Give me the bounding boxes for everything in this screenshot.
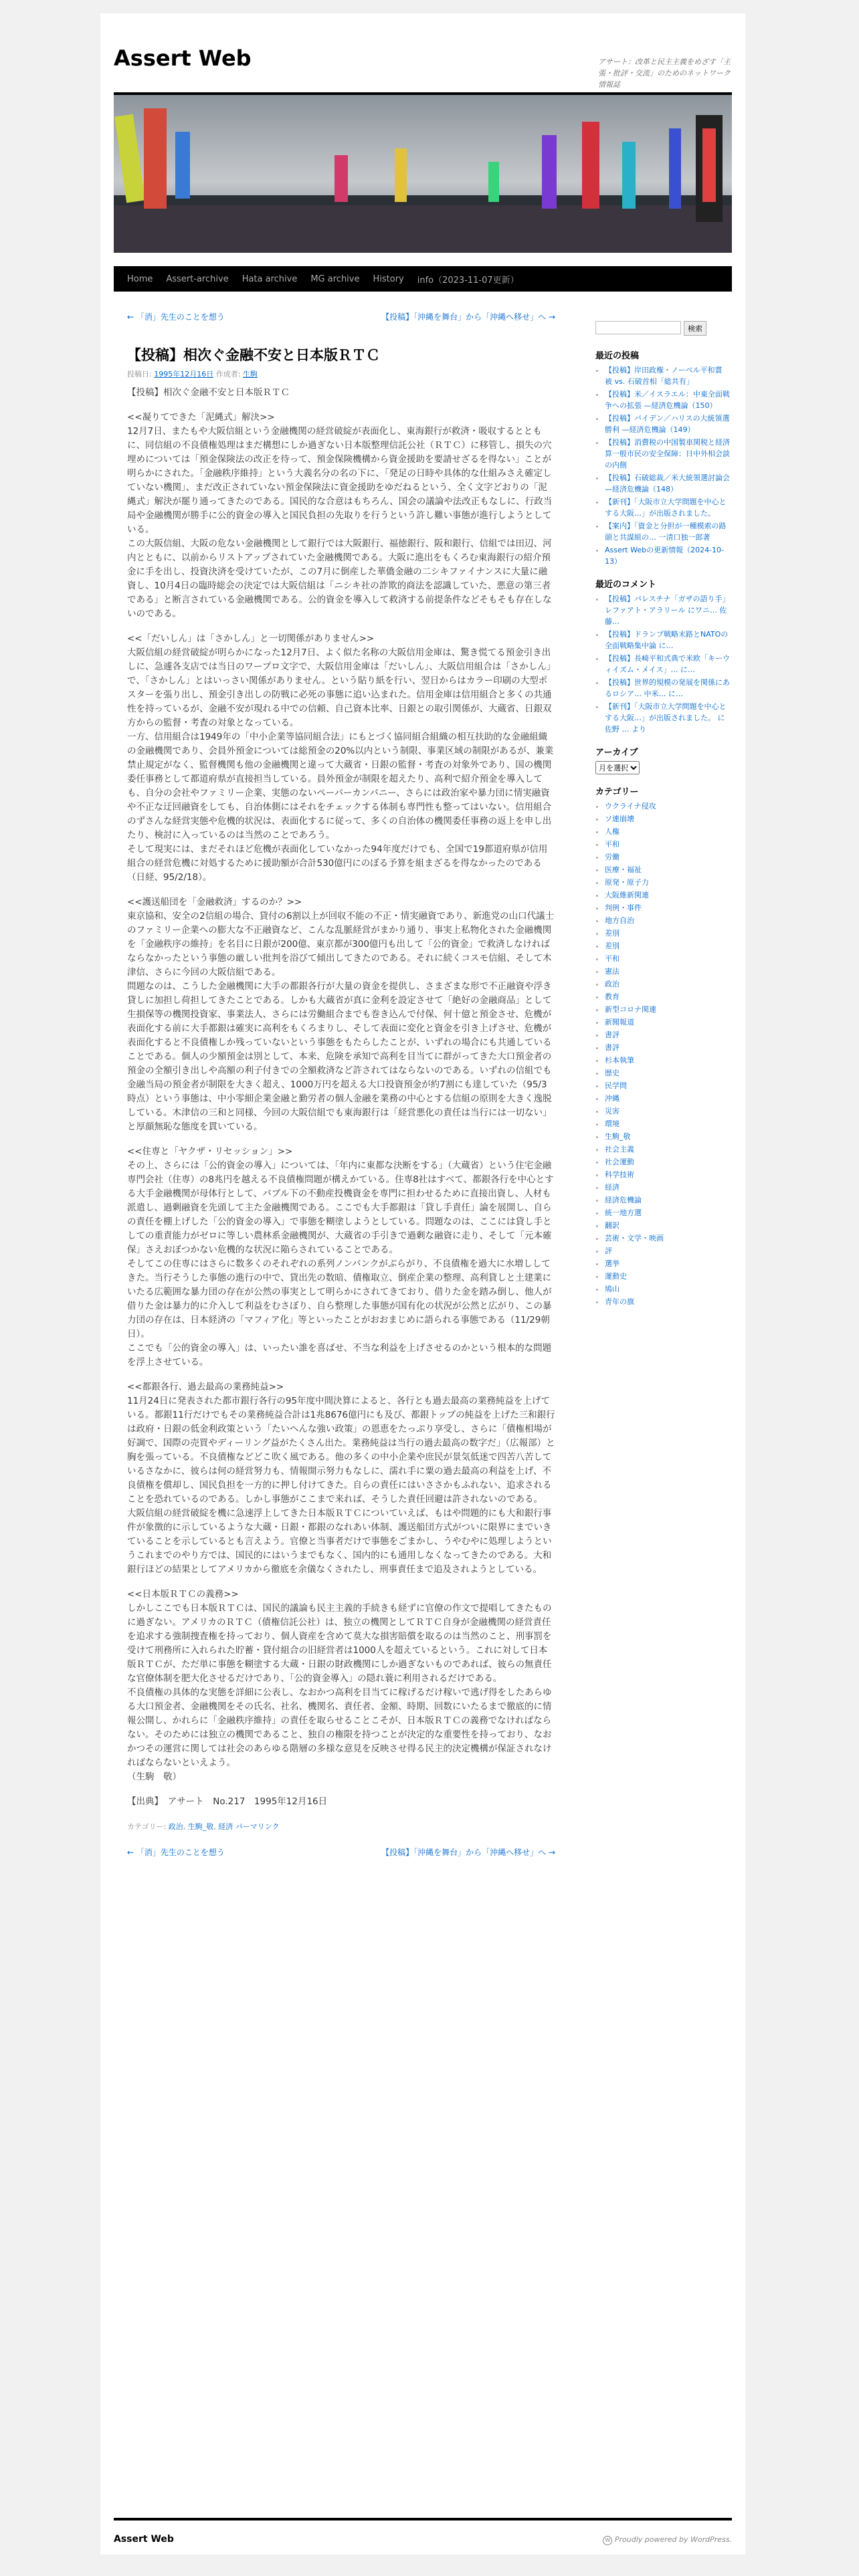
prev-post-link[interactable]: ← 「消」先生のことを想う (127, 312, 225, 322)
category-link[interactable]: 沖縄 (605, 1094, 619, 1103)
categories-list (595, 800, 732, 1307)
category-link[interactable]: 政治 (605, 980, 619, 988)
category-item[interactable] (605, 1182, 732, 1193)
category-link[interactable]: 運動史 (605, 1272, 627, 1281)
category-item[interactable] (605, 1080, 732, 1091)
meta-label: 投稿日: (127, 370, 152, 379)
category-item[interactable] (605, 1042, 732, 1053)
category-item[interactable] (605, 978, 732, 990)
next-post-link[interactable]: 【投稿】「沖縄を舞台」から「沖縄へ移せ」へ → (381, 312, 555, 322)
category-link[interactable]: 災害 (605, 1107, 619, 1115)
category-item[interactable] (605, 966, 732, 977)
category-item[interactable] (605, 1118, 732, 1130)
category-link[interactable]: 民学問 (605, 1081, 627, 1090)
category-item[interactable] (605, 1004, 732, 1015)
category-link[interactable]: 地方自治 (605, 916, 634, 925)
post-meta (127, 368, 258, 379)
category-item[interactable] (605, 1283, 732, 1295)
category-item[interactable] (605, 1194, 732, 1206)
recent-post-link[interactable]: 【新刊】「大阪市立大学問題を中心とする大阪…」が出版されました。 (605, 498, 727, 518)
category-link[interactable]: 芸術・文学・映画 (605, 1234, 664, 1243)
category-link[interactable]: 経済危機論 (605, 1196, 642, 1204)
recent-comment-link[interactable]: 【投稿】パレスチナ「ガザの語り手」レファアト・アラリール にワニ… 佐藤… (605, 595, 730, 626)
category-item[interactable] (605, 1131, 732, 1142)
category-item[interactable] (605, 1016, 732, 1028)
nav-history[interactable]: History (373, 274, 404, 284)
nav-info[interactable]: info（2023-11-07更新） (417, 275, 519, 286)
category-link[interactable]: 選挙 (605, 1259, 619, 1268)
recent-comments-heading: 最近のコメント (595, 580, 657, 590)
paragraph: <<凝りてできた「泥縄式」解決>> 12月7日、またもや大阪信組という金融機関の経営破綻が表面化し、東海銀行が救済・吸収するとともに、同信組の不良債権処理はまだ構想にしか過ぎない日本版整理信託公社（ＲＴＣ）に移管し、損失の穴埋めについては「預金保険法の改正を待って、預金保険機構から資金援助を要請せざるを得ない」ことが明らかにされた。「金融秩序維持」という大義名分の名の下に、「発足の日時や具体的な仕組みさえ確定していない機関」、まだ改正されていない預金保険法に資金援助をゆだねるという、全く文字どおりの「泥縄式」解決が罷り通ってきたのである。国民的な合意はもちろん、国会の議論や法改正もなしに、行政当局や金融機関が勝手に公的資金の導入と国民負担の先取りを行うという許し難い事態が進行しようとしている。 この大阪信組、大阪の危ない金融機関として銀行では大阪銀行、福徳銀行、阪和銀行、信組では田辺、河内とともに、以前からリストアップされていた金融機関である。大阪に進出をもくろむ東海銀行の紹介預金に手を出し、投資決済を受けていたが、この7月に倒産した華僑金融の二シキファイナンスに大量に融資し、10月4日の臨時総会の決定では大阪信組は「ニシキ社の詐欺的商法を認識していた、悪意の第三者である」と断言されている金融機関である。公的資金を導入して救済する前提条件などそもそも存在しないのである。 (127, 412, 553, 619)
search-form (595, 321, 732, 336)
category-link[interactable]: 労働 (605, 853, 619, 861)
recent-post-item[interactable] (605, 472, 732, 495)
post-author-link[interactable]: 生駒 (242, 370, 258, 379)
category-link[interactable]: 判例・事件 (605, 903, 642, 912)
recent-post-item[interactable] (605, 544, 732, 567)
post-body (127, 386, 555, 1866)
nav-hata-archive[interactable]: Hata archive (242, 274, 298, 284)
category-link[interactable]: 統一地方選 (605, 1208, 642, 1217)
recent-posts-heading: 最近の投稿 (595, 351, 640, 361)
footer-powered-by[interactable] (603, 2535, 732, 2545)
category-item[interactable] (605, 1055, 732, 1066)
footer (114, 2518, 732, 2551)
paragraph: <<住専と「ヤクザ・リセッション」>> その上、さらには「公的資金の導入」については、「年内に東都な決断をする」（大蔵省）という住宅金融専門会社（住専）の8兆円を越える不良債権問題が構えかている。住専8社はすべて、都銀各行を中心とする大手金融機関が母体行として、バブル下の不動産投機資金を専門に担わせるために直接出資し、人材も派遣し、過剰融資を先頭して主た金融機関である。ここでも大手都銀は「貸し手責任」論を展開し、自らの責任を棚上げした「公的資金の導入」で事態を糊塗しようとしている。問題なのは、ここには貸し手としての重責能力がゼロに等しい農林系金融機関が、大蔵省の手引きで過剰な融資に走り、そして「元本確保」さえおぼつかない危機的な状況に陥らされていることである。 そしてこの住専にはさらに数多くのそれぞれの系列ノンバンクがぶらがり、不良債権を過大に水増ししてきた。当行そうした事態の進行の中で、貸出先の数暗、債権取立、倒産企業の整理、高利貸しと土建業にいたる広範囲な暴力団の存在が公然の事実として明らかにされてきており、借りた金を踏み倒し、他人が借りた金は暴力的に介入して利益をむさぼり、自ら整理した事態が国有化の状況が公然と広がり、この暴力団の存在は、日本経済の「マフィア化」等といったことがおおまじめに語られる事態である（11/29朝日）。 ここでも「公的資金の導入」は、いったい誰を喜ばせ、不当な利益を上げさせるのかという根本的な問題を浮上させている。 (127, 1146, 554, 1368)
main-nav (114, 266, 732, 292)
category-item[interactable] (605, 1258, 732, 1269)
recent-comment-link[interactable]: 【投稿】長崎平和式典で米欧「キーウィイズム・メイス」… に… (605, 654, 730, 674)
category-link[interactable]: 社会運動 (605, 1158, 634, 1166)
category-item[interactable] (605, 928, 732, 939)
category-item[interactable] (605, 1296, 732, 1307)
category-link[interactable]: 社会主義 (605, 1145, 634, 1154)
source-line: 【出典】 アサート No.217 1995年12月16日 (127, 1796, 328, 1807)
category-link[interactable]: 政治 (168, 1822, 183, 1831)
nav-assert-archive[interactable]: Assert-archive (166, 274, 229, 284)
category-label: カテゴリー: (127, 1822, 167, 1831)
recent-post-link[interactable]: Assert Webの更新情報（2024-10-13） (605, 546, 724, 566)
recent-post-item[interactable] (605, 389, 732, 411)
paragraph: <<「だいしん」は「さかしん」と一切関係がありません>> 大阪信組の経営破綻が明らかになった12月7日、よく似た名称の大阪信用金庫は、驚き慌てる預金引き出しに、急遽各支店では当日のワープロ文字で、大阪信用金庫は「だいしん」、大阪信用組合は「さかしん」で、「さかしん」とはいっさい関係がありません。という貼り紙を行い、翌日からはカラー印刷の大型ポスターを張り出し、預金引き出しの防戦に必死の事態に追い込まれた。信用金庫は信用組合と多くの共通性を持っているが、金融不安が現れる中での信頼、自己資本比率、日銀との取引関係が、大蔵省、日銀双方からの監督・考査の対象となっている。 一方、信用組合は1949年の「中小企業等協同組合法」にもとづく協同組合組織の相互扶助的な金融組織の金融機関であり、会員外預金については総預金の20%以内という制限、事業区域の制限があるが、兼業禁止規定がなく、監督機関も他の金融機関と違って大蔵省・日銀の監督・考査の対象外であり、国の機関委任事務として都道府県が直接担当している。員外預金が制限を超えたり、高利で紹介預金を導入しても、自分の会社やファミリー企業、実態のないペーパーカンパニー、さらには政治家や暴力団に情実融資や不正な迂回融資をしても、自治体側にはそれをチェックする体制も専門性も整ってはいない。信用組合のずさんな経営実態や危機的状況は、表面化するに従って、多くの自治体の機関委任事務の返上を申し出たり、検討に入っているのは当然のことであろう。 そして現実には、まだそれほど危機が表面化していなかった94年度だけでも、全国で19都道府県が信用組合の経営危機に対処するために援助額が合計530億円にのぼる予算を組まざるを得なかったのである（日経、95/2/18）。 (127, 633, 554, 883)
category-link[interactable]: ウクライナ侵攻 (605, 802, 656, 811)
category-link[interactable]: 書評 (605, 1031, 619, 1039)
wordpress-icon: W (603, 2536, 612, 2545)
recent-post-item[interactable] (605, 496, 732, 519)
category-link[interactable]: 平和 (605, 840, 619, 849)
category-link[interactable]: 生駒_敬 (187, 1822, 214, 1831)
permalink[interactable]: パーマリンク (235, 1822, 280, 1831)
recent-post-item[interactable] (605, 413, 732, 435)
recent-post-item[interactable] (605, 520, 732, 543)
category-item[interactable] (605, 915, 732, 926)
category-item[interactable] (605, 864, 732, 875)
category-link[interactable]: 経済 (605, 1183, 619, 1192)
category-item[interactable] (605, 1105, 732, 1117)
category-link[interactable]: 科学技術 (605, 1170, 634, 1179)
category-link[interactable]: 翻訳 (605, 1221, 619, 1230)
sidebar (595, 321, 732, 1309)
category-link[interactable]: 評 (605, 1247, 612, 1255)
category-link[interactable]: 青年の旗 (605, 1297, 634, 1306)
site-title[interactable]: Assert Web (114, 45, 252, 71)
recent-post-link[interactable]: 【投稿】石破総裁／米大統領選討論会 —経済危機論（148） (605, 473, 730, 494)
page-wrapper (100, 13, 745, 2555)
search-input[interactable] (595, 321, 681, 334)
recent-post-link[interactable]: 【投稿】岸田政権・ノーベル平和賞 被 vs. 石破首相「総共有」 (605, 366, 723, 386)
recent-post-link[interactable]: 【投稿】消費税の中国製車関税と経済算一般市民の安全保障：日中外相会談の内側 (605, 438, 730, 469)
site-description: アサート：改革と民主主義をめざす「主張・批評・交流」のためのネットワーク情報誌 (598, 58, 731, 89)
archives-select[interactable] (595, 761, 640, 774)
recent-post-link[interactable]: 【投稿】バイデン／ハリスの大統領選勝利 —経済危機論（149） (605, 414, 730, 434)
powered-by-text: Proudly powered by WordPress. (614, 2535, 732, 2544)
category-link[interactable]: 憲法 (605, 967, 619, 976)
category-link[interactable]: 差別 (605, 942, 619, 950)
recent-comments-list (595, 593, 732, 735)
category-item[interactable] (605, 940, 732, 952)
recent-post-link[interactable]: 【投稿】米／イスラエル：中東全面戦争への拡張 —経済危機論（150） (605, 390, 730, 410)
recent-comment-link[interactable]: 【新刊】「大阪市立大学問題を中心とする大阪…」が出版されました。 に 佐野 … より (605, 702, 727, 734)
category-link[interactable]: 教育 (605, 992, 619, 1001)
category-item[interactable] (605, 1169, 732, 1180)
header (114, 27, 732, 94)
categories-heading: カテゴリー (595, 787, 639, 797)
recent-posts-list (595, 364, 732, 567)
category-link[interactable]: 歴史 (605, 1069, 619, 1077)
paragraph: <<日本版ＲＴＣの義務>> しかしここでも日本版ＲＴＣは、国民的議論も民主主義的手続きも経ずに官僚の作文で提唱してきたものに過ぎない。アメリカのＲＴＣ（債権信託公社）は、独立の機関としてＲＴＣ自身が金融機関の経営責任を追求する強制捜査権を持っており、個人資産を含めて莫大な損害賠償を取るのは当然のこと、刑事罰を受けて刑務所に入れられた貯蓄・貸付組合の旧経営者は1000人を超えているという。これに対して日本版ＲＴＣが、ただ単に事態を糊塗する大蔵・日銀の財政機関にしか過ぎないものであれば、彼らの無責任な官僚体制を肥大化させるだけであり、「公的資金導入」の隠れ蓑に利用されるだけである。 不良債権の具体的な実態を詳細に公表し、なおかつ高利を目当てに稼げるだけ稼いで逃げ得をしたあらゆる大口預金者、金融機関をその氏名、社名、機関名、責任者、金額、時期、回数にいたるまで徹底的に情報公開し、かれらに「金融秩序維持」の責任を取らせることこそが、日本版ＲＴＣの義務でなければならない。そのためには独立の機関であること、独自の権限を持つことが決定的な重要性を持っており、なおかつその運営に関しては社会のあらゆる階層の多様な意見を反映させ得る民主的決定機構が保証されなければならないといえよう。 （生駒 敬） (127, 1589, 552, 1782)
category-item[interactable] (605, 1271, 732, 1282)
paragraph: 【投稿】相次ぐ金融不安と日本版ＲＴＣ (127, 387, 290, 398)
recent-post-item[interactable] (605, 437, 732, 471)
prev-post-link-bottom[interactable]: ← 「消」先生のことを想う (127, 1848, 225, 1857)
category-item[interactable] (605, 1232, 732, 1244)
category-link[interactable]: 書評 (605, 1043, 619, 1052)
category-item[interactable] (605, 953, 732, 964)
nav-mg-archive[interactable]: MG archive (310, 274, 360, 284)
category-link[interactable]: 原発・原子力 (605, 878, 649, 887)
category-link[interactable]: 鳩山 (605, 1285, 619, 1293)
recent-post-link[interactable]: 【案内】「資金と分担が一種模索の路頭と共謀組の… 一清口独一郎著 (605, 522, 727, 542)
paragraph: <<護送船団を「金融救済」するのか？>> 東京協和、安全の2信組の場合、貸付の6割以上が回収不能の不正・情実融資であり、新進党の山口代議士のファミリー企業への膨大な不正融資など、こんな乱脈経営がまかり通り、事実上私物化された金融機関を「金融秩序の維持」を名目に日銀が200億、東京都が300億円も出して「公的資金」で救済しなければならなかったという事態の厳しい批判を浴びて傾出してきたのである。それに続くコスモ信組、そして木津信、さらに今回の大阪信組である。 問題なのは、こうした金融機関に大手の都銀各行が大量の資金を提供し、さまざまな形で不正融資や浮き貸しに加担し荷担してきたことである。しかも大蔵省が真に金利を設定させて「絶好の金融商品」として生損保等の機関投資家、事業法人、さらには労働組合までも巻き込んで付保、何十億と預金させ、危機が表面化する前に大手都銀は確実に高利をもくろまりし、そして表面に変化と資金を引き上げさせ、危機が表面化すると不良債権しか残っていないという事態をもたらしたことが、いずれの場合にも共通していることである。個人の少額預金は別として、本来、危険を承知で高利を目当てに群がってきた大口預金者の預金の全額引き出しや高額の利子付きでの全額救済など許されてはならないのである。いずれの信組でも金融当局の預金者が制限を大きく超え、1000万円を超える大口投資預金が約7割にも達していた（95/3時点）という事態は、中小零細企業金融と勤労者の個人金融を業務の中心とする信組の原則を大きく逸脱している。木津信の三和と同様、今回の大阪信組でも東海銀行は「経営悪化の責任は当行には一切ない」と厚顔無恥な態度を貫いている。 (127, 897, 555, 1132)
category-item[interactable] (605, 991, 732, 1002)
category-item[interactable] (605, 813, 732, 825)
next-post-link-bottom[interactable]: 【投稿】「沖縄を舞台」から「沖縄へ移せ」へ → (381, 1848, 555, 1857)
nav-home[interactable]: Home (127, 274, 153, 284)
search-button[interactable]: 検索 (684, 321, 706, 336)
category-link[interactable]: 杉本執筆 (605, 1056, 634, 1065)
recent-comment-item[interactable] (605, 677, 732, 700)
header-banner-image (114, 92, 732, 253)
recent-post-item[interactable] (605, 364, 732, 387)
archives-heading: アーカイブ (595, 748, 638, 758)
post-utility: カテゴリー: 政治, 生駒_敬, 経済 パーマリンク (127, 1822, 280, 1831)
recent-comment-link[interactable]: 【投稿】世界的規模の発展を関係にあるロシア… 中米… に… (605, 678, 730, 698)
category-item[interactable] (605, 1207, 732, 1218)
category-link[interactable]: 新聞報道 (605, 1018, 634, 1027)
meta-author-label: 作成者: (215, 370, 241, 379)
recent-comment-item[interactable] (605, 653, 732, 675)
category-item[interactable] (605, 851, 732, 863)
category-link[interactable]: 経済 (218, 1822, 233, 1831)
category-link[interactable]: 差別 (605, 929, 619, 938)
post-date-link[interactable]: 1995年12月16日 (154, 370, 214, 379)
category-item[interactable] (605, 839, 732, 850)
category-link[interactable]: 人権 (605, 827, 619, 836)
category-link[interactable]: 平和 (605, 954, 619, 963)
category-item[interactable] (605, 1144, 732, 1155)
protest-photo (114, 95, 732, 253)
paragraph: <<都銀各行、過去最高の業務純益>> 11月24日に発表された都市銀行各行の95年度中間決算によると、各行とも過去最高の業務純益を上げている。都銀11行だけでもその業務純益合計は1兆8676億円にも及び、都銀トップの純益を上げた三和銀行は政府・日銀の低金利政策という「たいへんな強い政策」の恩恵をたっぷり享受し、さらに「債権相場が好調で、国際の売買やディーリング益がたくさん出た。業務純益は当行の過去最高の数字だ」（広報部）と胸を張っている。不良債権などどこ吹く風である。他の多くの中小企業や庶民が景気低迷で四苦八苦しているさなかに、彼らは何の経営努力も、情報開示努力もなしに、濡れ手に粟の過去最高の利益を上げ、不良債権を償却し、国民負担を一方的に押し付けてきた。自らの責任にはいささかもふれない、追求されることを恐れているのである。しかし事態がここまで来れば、そうした責任回避は許されないのである。 大阪信組の経営破綻を機に急速浮上してきた日本版ＲＴＣについていえば、もはや問題的にも大和銀行事件が象徴的に示しているような大蔵・日銀・都銀のなれあい体制、護送船団方式がついに限界にまでいきていることを示しているとも言えよう。官僚と当事者だけで事態をごまかし、うやむやに処理しようというこれまでのやり方では、国民的にはいうまでもなく、国内的にも通用しなくなってきたのである。大和銀行ほどの結果としてアメリカから徹底を余儀なくされたし、刑事責任まで追及されようとしている。 (127, 1382, 555, 1575)
category-item[interactable] (605, 1245, 732, 1257)
category-item[interactable] (605, 1029, 732, 1041)
category-item[interactable] (605, 826, 732, 837)
recent-comment-link[interactable]: 【投稿】ドランプ戦略末路とNATOの全面戦略集中論 に… (605, 630, 729, 650)
category-link[interactable]: 環境 (605, 1119, 619, 1128)
category-item[interactable] (605, 1067, 732, 1079)
post-title: 【投稿】相次ぐ金融不安と日本版ＲＴＣ (127, 347, 380, 363)
category-item[interactable] (605, 902, 732, 914)
post-nav-bottom (127, 1846, 555, 1866)
category-link[interactable]: 大阪維新関連 (605, 891, 649, 899)
category-item[interactable] (605, 889, 732, 901)
category-link[interactable]: 新型コロナ関連 (605, 1005, 656, 1014)
recent-comment-item[interactable] (605, 701, 732, 735)
category-item[interactable] (605, 1156, 732, 1168)
recent-comment-item[interactable] (605, 593, 732, 627)
category-link[interactable]: ソ連崩壊 (605, 815, 634, 823)
category-item[interactable] (605, 877, 732, 888)
category-item[interactable] (605, 1220, 732, 1231)
category-item[interactable] (605, 800, 732, 812)
category-item[interactable] (605, 1093, 732, 1104)
recent-comment-item[interactable] (605, 629, 732, 651)
category-link[interactable]: 生駒_敬 (605, 1132, 631, 1141)
footer-site-title[interactable]: Assert Web (114, 2534, 174, 2545)
category-link[interactable]: 医療・福祉 (605, 865, 642, 874)
